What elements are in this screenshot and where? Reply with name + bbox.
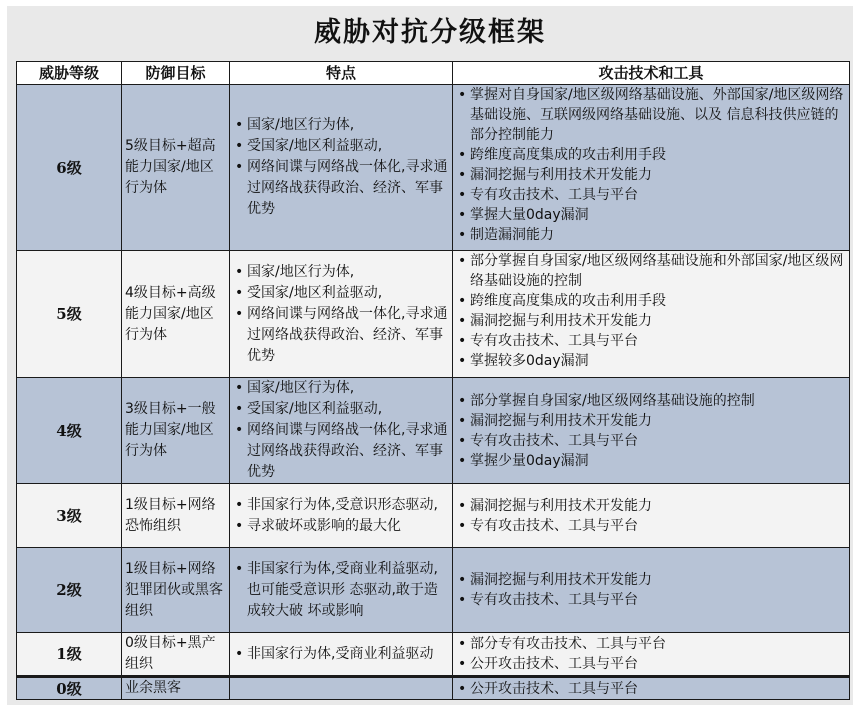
tech-item: • 部分掌握自身国家/地区级网络基础设施和外部国家/地区级网络基础设施的控制 [456, 251, 846, 291]
goal-cell: 业余黑客 [122, 677, 230, 700]
header-defense-goal: 防御目标 [122, 62, 230, 85]
table-row-level-3 [17, 484, 850, 548]
tech-item: • 掌握大量0day漏洞 [456, 205, 846, 225]
threat-level-table [16, 61, 850, 700]
table-row-level-6 [17, 85, 850, 251]
tech-item: • 掌握对自身国家/地区级网络基础设施、外部国家/地区级网络基础设施、互联网级网络基础设施、以及 信息科技供应链的部分控制能力 [456, 85, 846, 145]
framework-panel [7, 6, 853, 705]
tech-item: • 专有攻击技术、工具与平台 [456, 185, 846, 205]
trait-item: • 寻求破坏或影响的最大化 [233, 516, 449, 537]
goal-cell: 5级目标+超高能力国家/地区行为体 [122, 85, 230, 251]
traits-cell-empty [230, 677, 453, 700]
header-row [17, 62, 850, 85]
table-row-level-2 [17, 548, 850, 633]
traits-cell [230, 484, 453, 548]
tech-item: • 专有攻击技术、工具与平台 [456, 331, 846, 351]
header-attack-tech: 攻击技术和工具 [453, 62, 850, 85]
tech-item: • 跨维度高度集成的攻击利用手段 [456, 145, 846, 165]
goal-cell: 0级目标+黑产组织 [122, 633, 230, 677]
tech-item: • 部分专有攻击技术、工具与平台 [456, 634, 846, 654]
trait-item: • 网络间谍与网络战一体化,寻求通过网络战获得政治、经济、军事优势 [233, 420, 449, 483]
tech-item: • 公开攻击技术、工具与平台 [456, 654, 846, 674]
goal-cell: 4级目标+高级能力国家/地区 行为体 [122, 251, 230, 378]
tech-item: • 制造漏洞能力 [456, 225, 846, 245]
level-cell: 5级 [17, 251, 122, 378]
trait-item: • 国家/地区行为体, [233, 115, 449, 136]
traits-cell [230, 251, 453, 378]
trait-item: • 网络间谍与网络战一体化,寻求通过网络战获得政治、经济、军事优势 [233, 157, 449, 220]
level-cell: 6级 [17, 85, 122, 251]
tech-item: • 专有攻击技术、工具与平台 [456, 431, 846, 451]
trait-item: • 非国家行为体,受商业利益驱动,也可能受意识形 态驱动,敢于造成较大破 坏或影响 [233, 559, 449, 622]
table-row-level-0 [17, 677, 850, 700]
traits-cell [230, 85, 453, 251]
tech-cell [453, 85, 850, 251]
tech-item: • 掌握少量0day漏洞 [456, 451, 846, 471]
trait-item: • 受国家/地区利益驱动, [233, 283, 449, 304]
tech-item: • 漏洞挖掘与利用技术开发能力 [456, 496, 846, 516]
table-row-level-5 [17, 251, 850, 378]
tech-cell [453, 548, 850, 633]
tech-item: • 漏洞挖掘与利用技术开发能力 [456, 411, 846, 431]
traits-cell [230, 633, 453, 677]
header-traits: 特点 [230, 62, 453, 85]
tech-item: • 掌握较多0day漏洞 [456, 351, 846, 371]
trait-item: • 受国家/地区利益驱动, [233, 399, 449, 420]
goal-cell: 1级目标+网络犯罪团伙或黑客组织 [122, 548, 230, 633]
level-cell: 4级 [17, 378, 122, 484]
trait-item: • 网络间谍与网络战一体化,寻求通过网络战获得政治、经济、军事优势 [233, 304, 449, 367]
tech-item: • 专有攻击技术、工具与平台 [456, 516, 846, 536]
tech-item: • 部分掌握自身国家/地区级网络基础设施的控制 [456, 391, 846, 411]
tech-item: • 跨维度高度集成的攻击利用手段 [456, 291, 846, 311]
page-title: 威胁对抗分级框架 [314, 17, 546, 48]
table-row-level-4 [17, 378, 850, 484]
level-cell: 3级 [17, 484, 122, 548]
tech-cell [453, 633, 850, 677]
goal-cell: 3级目标+一般能力国家/地区 行为体 [122, 378, 230, 484]
trait-item: • 受国家/地区利益驱动, [233, 136, 449, 157]
table-row-level-1 [17, 633, 850, 677]
trait-item: • 非国家行为体,受商业利益驱动 [233, 644, 449, 665]
level-cell: 0级 [17, 677, 122, 700]
tech-item: • 专有攻击技术、工具与平台 [456, 590, 846, 610]
trait-item: • 非国家行为体,受意识形态驱动, [233, 495, 449, 516]
tech-cell [453, 484, 850, 548]
goal-cell: 1级目标+网络恐怖组织 [122, 484, 230, 548]
tech-item: • 漏洞挖掘与利用技术开发能力 [456, 570, 846, 590]
level-cell: 2级 [17, 548, 122, 633]
level-cell: 1级 [17, 633, 122, 677]
trait-item: • 国家/地区行为体, [233, 378, 449, 399]
trait-item: • 国家/地区行为体, [233, 262, 449, 283]
traits-cell [230, 548, 453, 633]
traits-cell [230, 378, 453, 484]
tech-item: • 漏洞挖掘与利用技术开发能力 [456, 311, 846, 331]
tech-item: • 漏洞挖掘与利用技术开发能力 [456, 165, 846, 185]
header-threat-level: 威胁等级 [17, 62, 122, 85]
tech-cell [453, 378, 850, 484]
tech-cell [453, 251, 850, 378]
tech-cell [453, 677, 850, 700]
tech-item: • 公开攻击技术、工具与平台 [456, 679, 846, 699]
